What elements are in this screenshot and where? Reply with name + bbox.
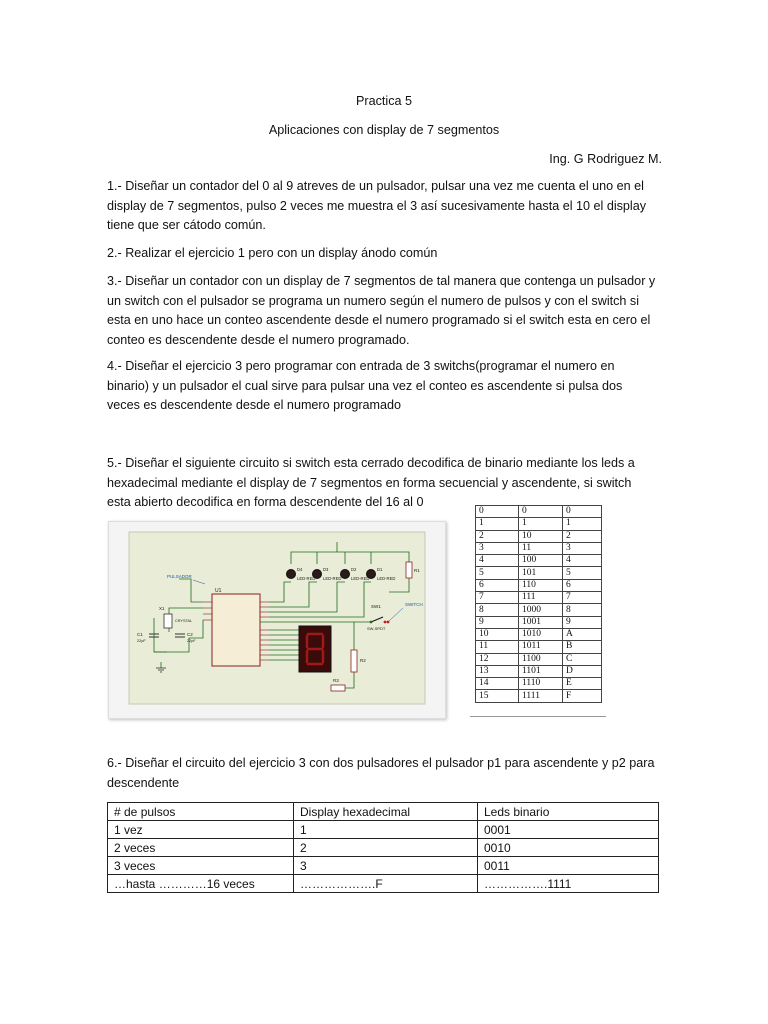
- resistor-r3: [331, 685, 345, 691]
- resistor-r2: [351, 650, 357, 672]
- led-type-label: LED-RED: [351, 576, 370, 581]
- column-header: # de pulsos: [108, 803, 294, 821]
- hex-table-cell: B: [563, 641, 602, 653]
- hex-table-row: [476, 604, 602, 616]
- hex-table-cell: 1111: [519, 690, 563, 702]
- table-cell: 0010: [478, 839, 659, 857]
- hex-table-cell: 1010: [519, 628, 563, 640]
- hex-table-cell: 1110: [519, 678, 563, 690]
- hex-table-row: [476, 579, 602, 591]
- hex-table-cell: A: [563, 628, 602, 640]
- hex-table-cell: 1101: [519, 665, 563, 677]
- hex-table-cell: E: [563, 678, 602, 690]
- hex-table-row: [476, 518, 602, 530]
- u1-label: U1: [215, 588, 222, 594]
- exercise-4-line: 4.- Diseñar el ejercicio 3 pero programar con entrada de 3 switchs(programar el numero en: [107, 359, 615, 373]
- table-divider: [470, 716, 606, 717]
- table-row: [108, 857, 659, 875]
- hex-table-cell: 14: [476, 678, 519, 690]
- crystal-x1: [164, 614, 172, 628]
- exercise-2-line: 2.- Realizar el ejercicio 1 pero con un display ánodo común: [107, 246, 438, 260]
- hex-table-row: [476, 506, 602, 518]
- table-cell: 0001: [478, 821, 659, 839]
- exercise-6: [107, 754, 677, 793]
- hex-table-cell: 7: [563, 592, 602, 604]
- exercise-6-line: descendente: [107, 775, 180, 790]
- column-header: Leds binario: [478, 803, 659, 821]
- exercise-3-line: un switch con el pulsador se programa un numero según el numero de pulsos y con el switch si: [107, 293, 640, 308]
- led-d4: [287, 570, 296, 579]
- hex-table-cell: 4: [476, 555, 519, 567]
- hex-table-row: [476, 653, 602, 665]
- led-type-label: LED-RED: [323, 576, 342, 581]
- led-type-label: LED-RED: [377, 576, 396, 581]
- exercise-4-line: binario) y un pulsador el cual sirve para pulsar una vez el conteo es ascendente si pulsa dos: [107, 378, 623, 393]
- hex-table-cell: 4: [563, 555, 602, 567]
- switch-annotation: SWITCH: [405, 602, 423, 607]
- exercise-3-line: esta en uno hace un conteo ascendente desde el numero programado si el switch esta en cero el: [107, 313, 651, 328]
- led-d2: [341, 570, 350, 579]
- resistor-r1: [406, 562, 412, 578]
- table-cell: ……………….F: [294, 875, 478, 893]
- table-row: [108, 839, 659, 857]
- table-row: [108, 875, 659, 893]
- hex-table-cell: 10: [519, 530, 563, 542]
- hex-table-row: [476, 555, 602, 567]
- hex-table-cell: 12: [476, 653, 519, 665]
- hex-table-cell: 2: [563, 530, 602, 542]
- hex-table-cell: 8: [563, 604, 602, 616]
- hex-table-cell: 5: [563, 567, 602, 579]
- pulsador-annotation: PULSADOR: [167, 574, 192, 579]
- hex-table-cell: D: [563, 665, 602, 677]
- hex-table-cell: 0: [519, 506, 563, 518]
- hex-table-row: [476, 616, 602, 628]
- hex-table-cell: 1: [519, 518, 563, 530]
- hex-table-cell: C: [563, 653, 602, 665]
- hex-table-cell: 5: [476, 567, 519, 579]
- hex-table-cell: 101: [519, 567, 563, 579]
- hex-table-cell: F: [563, 690, 602, 702]
- exercise-1: [107, 177, 677, 236]
- table-cell: 2: [294, 839, 478, 857]
- hex-table-row: [476, 592, 602, 604]
- exercise-6-line: 6.- Diseñar el circuito del ejercicio 3 con dos pulsadores el pulsador p1 para ascendente y p2 para: [107, 756, 655, 770]
- sw1-label: SW1: [371, 604, 381, 609]
- pulses-table: [107, 802, 659, 893]
- table-cell: 2 veces: [108, 839, 294, 857]
- table-cell: 0011: [478, 857, 659, 875]
- c2-value: 22pF: [187, 639, 196, 643]
- exercise-3-line: conteo es descendente desde el numero programado.: [107, 332, 410, 347]
- led-type-label: LED-RED: [297, 576, 316, 581]
- document-subtitle: Aplicaciones con display de 7 segmentos: [268, 123, 500, 137]
- hex-table-row: [476, 530, 602, 542]
- exercise-4: [107, 357, 677, 416]
- document-title: Practica 5: [356, 94, 412, 108]
- led-d4-label: D4: [297, 567, 303, 572]
- table-cell: 3 veces: [108, 857, 294, 875]
- hex-table-cell: 10: [476, 628, 519, 640]
- hex-table-cell: 1: [563, 518, 602, 530]
- exercise-2: [107, 244, 677, 264]
- hex-table-cell: 8: [476, 604, 519, 616]
- table-cell: …hasta …………16 veces: [108, 875, 294, 893]
- hex-table-row: [476, 567, 602, 579]
- column-header: Display hexadecimal: [294, 803, 478, 821]
- exercise-5-line: hexadecimal mediante el display de 7 segmentos en forma secuencial y ascendente, si switch: [107, 475, 632, 490]
- r3-label: R3: [333, 678, 339, 683]
- circuit-schematic: [109, 522, 445, 718]
- c1-value: 22pF: [137, 639, 146, 643]
- exercise-5-line: 5.- Diseñar el siguiente circuito si switch esta cerrado decodifica de binario mediante los leds a: [107, 456, 635, 470]
- hex-table-cell: 7: [476, 592, 519, 604]
- x1-label: X1: [159, 606, 165, 611]
- exercise-1-line: display de 7 segmentos, pulso 2 veces me muestra el 3 así sucesivamente hasta el 10 el display: [107, 198, 647, 213]
- table-cell: 1 vez: [108, 821, 294, 839]
- hex-table-cell: 15: [476, 690, 519, 702]
- hex-table-row: [476, 678, 602, 690]
- hex-table-cell: 9: [476, 616, 519, 628]
- hex-table-row: [476, 628, 602, 640]
- table-header-row: [108, 803, 659, 821]
- hex-table-cell: 0: [476, 506, 519, 518]
- table-row: [108, 821, 659, 839]
- exercise-5: [107, 454, 677, 513]
- hex-table-cell: 110: [519, 579, 563, 591]
- microcontroller-chip: [212, 594, 260, 666]
- exercise-3-line: 3.- Diseñar un contador con un display de 7 segmentos de tal manera que contenga un pulsador y: [107, 274, 656, 288]
- hex-table-row: [476, 665, 602, 677]
- author-name: Ing. G Rodriguez M.: [549, 152, 662, 166]
- hex-conversion-table: [475, 505, 602, 703]
- hex-table-row: [476, 641, 602, 653]
- hex-table-cell: 6: [476, 579, 519, 591]
- led-d1-label: D1: [377, 567, 383, 572]
- hex-table-body: [476, 506, 602, 703]
- hex-table-cell: 11: [519, 542, 563, 554]
- exercise-4-line: veces es descendente desde el numero programado: [107, 398, 402, 413]
- r1-label: R1: [414, 568, 420, 573]
- table-cell: 3: [294, 857, 478, 875]
- hex-table-cell: 1001: [519, 616, 563, 628]
- led-d3-label: D3: [323, 567, 329, 572]
- r2-label: R2: [360, 658, 366, 663]
- exercise-1-line: 1.- Diseñar un contador del 0 al 9 atreves de un pulsador, pulsar una vez me cuenta el uno en el: [107, 179, 644, 193]
- exercise-3: [107, 272, 677, 350]
- exercise-1-line: tiene que ser cátodo común.: [107, 218, 266, 233]
- hex-table-row: [476, 690, 602, 702]
- circuit-diagram: [108, 521, 446, 719]
- hex-table-cell: 111: [519, 592, 563, 604]
- c2-label: C2: [187, 632, 193, 637]
- hex-table-cell: 11: [476, 641, 519, 653]
- led-d2-label: D2: [351, 567, 357, 572]
- hex-table-cell: 1011: [519, 641, 563, 653]
- hex-table-cell: 1: [476, 518, 519, 530]
- sw1-type-label: SW-SPDT: [367, 626, 386, 631]
- hex-table-row: [476, 542, 602, 554]
- hex-table-cell: 1000: [519, 604, 563, 616]
- hex-table-cell: 1100: [519, 653, 563, 665]
- hex-table-cell: 0: [563, 506, 602, 518]
- hex-table-cell: 6: [563, 579, 602, 591]
- crystal-label: CRYSTAL: [175, 619, 193, 623]
- hex-table-cell: 100: [519, 555, 563, 567]
- hex-table-cell: 3: [476, 542, 519, 554]
- table-cell: 1: [294, 821, 478, 839]
- c1-label: C1: [137, 632, 143, 637]
- table-cell: …………….1111: [478, 875, 659, 893]
- hex-table-cell: 9: [563, 616, 602, 628]
- hex-table-cell: 3: [563, 542, 602, 554]
- exercise-5-line: esta abierto decodifica en forma descendente del 16 al 0: [107, 495, 424, 510]
- hex-table-cell: 2: [476, 530, 519, 542]
- hex-table-cell: 13: [476, 665, 519, 677]
